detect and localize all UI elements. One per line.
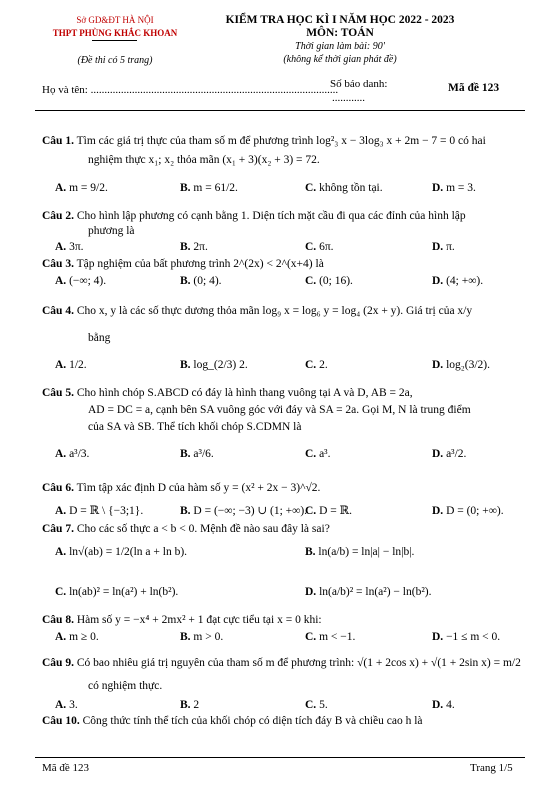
option-letter: C. bbox=[305, 182, 317, 194]
question-label: Câu 6. bbox=[42, 482, 74, 494]
option-letter: B. bbox=[305, 546, 316, 558]
option-letter: D. bbox=[432, 359, 444, 371]
option-text: 5. bbox=[319, 699, 328, 711]
option-text: −1 ≤ m < 0. bbox=[446, 631, 501, 643]
option-8c[interactable] bbox=[305, 629, 355, 645]
option-letter: A. bbox=[55, 359, 67, 371]
option-2a[interactable] bbox=[55, 239, 84, 255]
sbd-dots: ............ bbox=[332, 92, 365, 104]
option-text: (0; 4). bbox=[193, 275, 222, 287]
option-text: 3. bbox=[69, 699, 78, 711]
option-3a[interactable] bbox=[55, 273, 106, 289]
question-4-cont: bằng bbox=[88, 332, 111, 344]
option-text: m = 9/2. bbox=[69, 182, 108, 194]
option-3c[interactable] bbox=[305, 273, 353, 289]
question-text: Cho các số thực a < b < 0. Mệnh đề nào sau đây là sai? bbox=[76, 523, 330, 535]
question-label: Câu 2. bbox=[42, 210, 74, 222]
option-3d[interactable] bbox=[432, 273, 483, 289]
option-6b[interactable] bbox=[180, 503, 307, 519]
option-letter: A. bbox=[55, 241, 67, 253]
question-1-cont: nghiệm thực x₁; x₂ thỏa mãn (x₁ + 3)(x₂ + 3) = 72. bbox=[88, 154, 320, 166]
question-text: Công thức tính thể tích của khối chóp có diện tích đáy B và chiều cao h là bbox=[82, 715, 423, 727]
option-text: ln(a/b) = ln|a| − ln|b|. bbox=[318, 546, 415, 558]
option-letter: B. bbox=[180, 182, 191, 194]
option-5d[interactable] bbox=[432, 446, 466, 462]
question-label: Câu 4. bbox=[42, 305, 74, 317]
option-text: m > 0. bbox=[193, 631, 224, 643]
option-text: không tồn tại. bbox=[319, 182, 383, 194]
option-letter: A. bbox=[55, 182, 67, 194]
option-letter: D. bbox=[432, 275, 444, 287]
option-letter: B. bbox=[180, 631, 191, 643]
option-text: m ≥ 0. bbox=[69, 631, 99, 643]
option-2c[interactable] bbox=[305, 239, 334, 255]
question-10 bbox=[42, 713, 527, 729]
option-text: log_(2/3) 2. bbox=[193, 359, 248, 371]
option-letter: A. bbox=[55, 275, 67, 287]
option-9c[interactable] bbox=[305, 697, 328, 713]
footer-code: Mã đề 123 bbox=[42, 762, 90, 774]
header-divider bbox=[35, 110, 525, 111]
time-note: (không kể thời gian phát đề) bbox=[283, 54, 397, 65]
question-3 bbox=[42, 256, 527, 272]
option-text: π. bbox=[446, 241, 455, 253]
question-5-cont: AD = DC = a, cạnh bên SA vuông góc với đáy và SA = 2a. Gọi M, N là trung điểm bbox=[88, 404, 471, 416]
option-6d[interactable] bbox=[432, 503, 504, 519]
option-9b[interactable] bbox=[180, 697, 199, 713]
option-7a[interactable] bbox=[55, 544, 187, 560]
question-label: Câu 3. bbox=[42, 258, 74, 270]
option-text: ln(a/b)² = ln(a²) − ln(b²). bbox=[319, 586, 432, 598]
school-name: THPT PHÙNG KHẮC KHOAN bbox=[52, 28, 178, 38]
option-1d[interactable] bbox=[432, 180, 476, 196]
question-text: Có bao nhiêu giá trị nguyên của tham số m để phương trình: √(1 + 2cos x) + √(1 + 2sin x) = m/2 bbox=[76, 657, 521, 669]
question-text: Tập nghiệm của bất phương trình 2^(2x) < 2^(x+4) là bbox=[76, 258, 324, 270]
option-letter: B. bbox=[180, 241, 191, 253]
question-7 bbox=[42, 521, 527, 537]
question-1 bbox=[42, 133, 527, 149]
question-2-cont: phương là bbox=[88, 225, 135, 237]
question-label: Câu 9. bbox=[42, 657, 74, 669]
option-text: a³/2. bbox=[446, 448, 467, 460]
option-letter: A. bbox=[55, 631, 67, 643]
option-text: log₂(3/2). bbox=[446, 359, 490, 371]
option-text: m = 3. bbox=[446, 182, 476, 194]
option-text: a³. bbox=[319, 448, 331, 460]
question-6 bbox=[42, 480, 527, 496]
option-letter: C. bbox=[305, 275, 317, 287]
option-text: ln√(ab) = 1/2(ln a + ln b). bbox=[69, 546, 188, 558]
option-text: m < −1. bbox=[319, 631, 356, 643]
option-7b[interactable] bbox=[305, 544, 414, 560]
option-letter: D. bbox=[432, 241, 444, 253]
option-text: 4. bbox=[446, 699, 455, 711]
option-letter: C. bbox=[305, 699, 317, 711]
option-letter: C. bbox=[305, 359, 317, 371]
question-text: Cho hình lập phương có cạnh bằng 1. Diện tích mặt cầu đi qua các đỉnh của hình lập bbox=[76, 210, 466, 222]
option-7c[interactable] bbox=[55, 584, 178, 600]
name-line: Họ và tên: .......................................................................................... bbox=[42, 84, 339, 96]
question-text: Tìm các giá trị thực của tham số m để phương trình log²₃ x − 3log₃ x + 2m − 7 = 0 có hai bbox=[76, 135, 486, 147]
option-text: D = (−∞; −3) ∪ (1; +∞). bbox=[193, 505, 308, 517]
option-text: (4; +∞). bbox=[446, 275, 484, 287]
option-text: 1/2. bbox=[69, 359, 87, 371]
option-letter: D. bbox=[432, 505, 444, 517]
option-3b[interactable] bbox=[180, 273, 222, 289]
question-2 bbox=[42, 208, 527, 224]
page-number: Trang 1/5 bbox=[470, 762, 513, 774]
option-letter: C. bbox=[55, 586, 67, 598]
option-text: ln(ab)² = ln(a²) + ln(b²). bbox=[69, 586, 179, 598]
option-4c[interactable] bbox=[305, 357, 328, 373]
question-text: Hàm số y = −x⁴ + 2mx² + 1 đạt cực tiểu tại x = 0 khi: bbox=[76, 614, 322, 626]
option-1b[interactable] bbox=[180, 180, 238, 196]
option-letter: C. bbox=[305, 448, 317, 460]
option-text: 3π. bbox=[69, 241, 84, 253]
question-label: Câu 5. bbox=[42, 387, 74, 399]
option-6c[interactable] bbox=[305, 503, 352, 519]
option-letter: C. bbox=[305, 631, 317, 643]
option-7d[interactable] bbox=[305, 584, 431, 600]
subject-title: MÔN: TOÁN bbox=[306, 27, 374, 39]
option-text: (−∞; 4). bbox=[69, 275, 107, 287]
option-letter: D. bbox=[305, 586, 317, 598]
option-letter: A. bbox=[55, 546, 67, 558]
option-9d[interactable] bbox=[432, 697, 455, 713]
option-5a[interactable] bbox=[55, 446, 89, 462]
option-6a[interactable] bbox=[55, 503, 143, 519]
option-text: a³/6. bbox=[193, 448, 214, 460]
option-letter: D. bbox=[432, 631, 444, 643]
option-9a[interactable] bbox=[55, 697, 78, 713]
option-4a[interactable] bbox=[55, 357, 87, 373]
time-limit: Thời gian làm bài: 90' bbox=[295, 41, 385, 52]
question-text: Cho x, y là các số thực dương thỏa mãn log₉ x = log₆ y = log₄ (2x + y). Giá trị của x/y bbox=[76, 305, 473, 317]
option-letter: B. bbox=[180, 505, 191, 517]
question-5 bbox=[42, 385, 527, 401]
option-text: 2 bbox=[193, 699, 200, 711]
header-right bbox=[215, 14, 465, 66]
option-2b[interactable] bbox=[180, 239, 208, 255]
option-text: 2π. bbox=[193, 241, 208, 253]
option-text: a³/3. bbox=[69, 448, 90, 460]
question-5-cont2: của SA và SB. Thể tích khối chóp S.CDMN là bbox=[88, 421, 302, 433]
option-letter: B. bbox=[180, 699, 191, 711]
option-letter: A. bbox=[55, 699, 67, 711]
option-5b[interactable] bbox=[180, 446, 214, 462]
option-letter: C. bbox=[305, 241, 317, 253]
option-letter: C. bbox=[305, 505, 317, 517]
option-letter: B. bbox=[180, 359, 191, 371]
option-text: D = (0; +∞). bbox=[446, 505, 504, 517]
option-text: 2. bbox=[319, 359, 328, 371]
question-text: Cho hình chóp S.ABCD có đáy là hình thang vuông tại A và D, AB = 2a, bbox=[76, 387, 413, 399]
option-text: m = 61/2. bbox=[193, 182, 238, 194]
exam-title: KIỂM TRA HỌC KÌ I NĂM HỌC 2022 - 2023 bbox=[225, 14, 455, 26]
option-letter: D. bbox=[432, 448, 444, 460]
question-label: Câu 7. bbox=[42, 523, 74, 535]
option-4b[interactable] bbox=[180, 357, 248, 373]
question-label: Câu 1. bbox=[42, 135, 74, 147]
footer-divider bbox=[35, 757, 525, 758]
sbd-label: Số báo danh: bbox=[330, 78, 388, 90]
question-8 bbox=[42, 612, 527, 628]
option-text: 6π. bbox=[319, 241, 334, 253]
exam-code: Mã đề 123 bbox=[448, 82, 500, 94]
option-5c[interactable] bbox=[305, 446, 331, 462]
department: Sở GD&ĐT HÀ NỘI bbox=[76, 15, 154, 25]
header-underline bbox=[92, 40, 137, 41]
option-8a[interactable] bbox=[55, 629, 99, 645]
option-text: D = ℝ. bbox=[319, 505, 353, 517]
question-text: Tìm tập xác định D của hàm số y = (x² + 2x − 3)^√2. bbox=[76, 482, 321, 494]
option-4d[interactable] bbox=[432, 357, 490, 373]
option-text: D = ℝ \ {−3;1}. bbox=[69, 505, 144, 517]
option-letter: A. bbox=[55, 505, 67, 517]
option-letter: B. bbox=[180, 448, 191, 460]
pages-note: (Đề thi có 5 trang) bbox=[77, 55, 153, 66]
option-letter: D. bbox=[432, 182, 444, 194]
option-1c[interactable] bbox=[305, 180, 383, 196]
option-8b[interactable] bbox=[180, 629, 223, 645]
question-label: Câu 10. bbox=[42, 715, 80, 727]
option-1a[interactable] bbox=[55, 180, 108, 196]
question-4 bbox=[42, 303, 527, 319]
option-2d[interactable] bbox=[432, 239, 455, 255]
question-9-cont: có nghiệm thực. bbox=[88, 680, 163, 692]
option-letter: D. bbox=[432, 699, 444, 711]
option-letter: B. bbox=[180, 275, 191, 287]
option-8d[interactable] bbox=[432, 629, 500, 645]
question-label: Câu 8. bbox=[42, 614, 74, 626]
option-letter: A. bbox=[55, 448, 67, 460]
question-9 bbox=[42, 655, 527, 671]
option-text: (0; 16). bbox=[319, 275, 353, 287]
